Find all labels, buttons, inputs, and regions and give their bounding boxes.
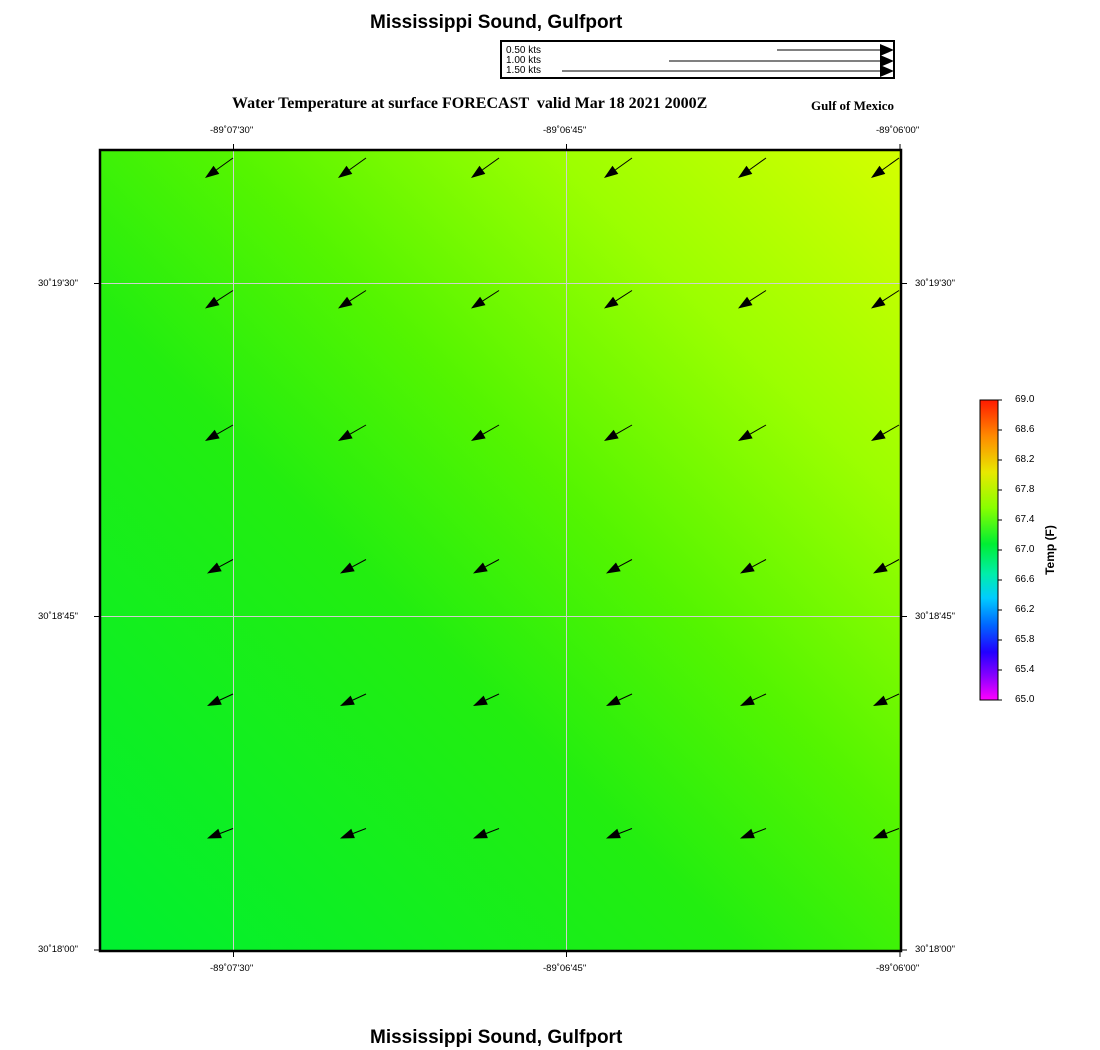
legend-label-1-00: 1.00 kts	[506, 55, 542, 66]
lon-tick-bottom-1: -89˚07'30"	[210, 963, 254, 974]
map-frame-svg	[90, 140, 912, 960]
legend-arrows	[502, 42, 893, 77]
colorbar-tick-65-4: 65.4	[1015, 664, 1035, 675]
colorbar-tick-68-6: 68.6	[1015, 424, 1035, 435]
colorbar-tick-67-4: 67.4	[1015, 514, 1035, 525]
vector-scale-legend	[500, 40, 895, 79]
plot-title: Water Temperature at surface FORECAST valid Mar 18 2021 2000Z	[232, 95, 708, 112]
colorbar-tick-67-8: 67.8	[1015, 484, 1035, 495]
legend-label-0-50: 0.50 kts	[506, 45, 542, 56]
lon-tick-top-3: -89˚06'00"	[876, 125, 920, 136]
lon-tick-top-2: -89˚06'45"	[543, 125, 587, 136]
lat-tick-right-1: 30˚19'30"	[915, 278, 956, 289]
colorbar-tick-66-2: 66.2	[1015, 604, 1035, 615]
colorbar-tick-67-0: 67.0	[1015, 544, 1035, 555]
legend-arrowhead-1-50	[880, 65, 893, 77]
colorbar-tick-66-6: 66.6	[1015, 574, 1035, 585]
location-title: Mississippi Sound, Gulfport	[370, 12, 623, 33]
lat-tick-right-2: 30˚18'45"	[915, 611, 956, 622]
lon-tick-top-1: -89˚07'30"	[210, 125, 254, 136]
colorbar-label: Temp (F)	[1043, 525, 1057, 575]
colorbar-tick-marks	[998, 400, 1002, 700]
lat-tick-left-3: 30˚18'00"	[38, 944, 79, 955]
lat-tick-left-2: 30˚18'45"	[38, 611, 79, 622]
colorbar-svg	[975, 395, 1005, 707]
colorbar-tick-65-8: 65.8	[1015, 634, 1035, 645]
lat-tick-right-3: 30˚18'00"	[915, 944, 956, 955]
footer-location-title: Mississippi Sound, Gulfport	[370, 1027, 623, 1048]
colorbar-tick-68-2: 68.2	[1015, 454, 1035, 465]
colorbar-tick-65-0: 65.0	[1015, 694, 1035, 705]
region-label: Gulf of Mexico	[811, 98, 895, 113]
legend-arrowhead-0-50	[880, 44, 893, 56]
colorbar-tick-69-0: 69.0	[1015, 394, 1035, 405]
lon-tick-bottom-2: -89˚06'45"	[543, 963, 587, 974]
legend-arrowhead-1-00	[880, 55, 893, 67]
temperature-field	[100, 150, 901, 951]
colorbar-gradient	[980, 400, 998, 700]
legend-label-1-50: 1.50 kts	[506, 65, 542, 76]
lon-tick-bottom-3: -89˚06'00"	[876, 963, 920, 974]
lat-tick-left-1: 30˚19'30"	[38, 278, 79, 289]
